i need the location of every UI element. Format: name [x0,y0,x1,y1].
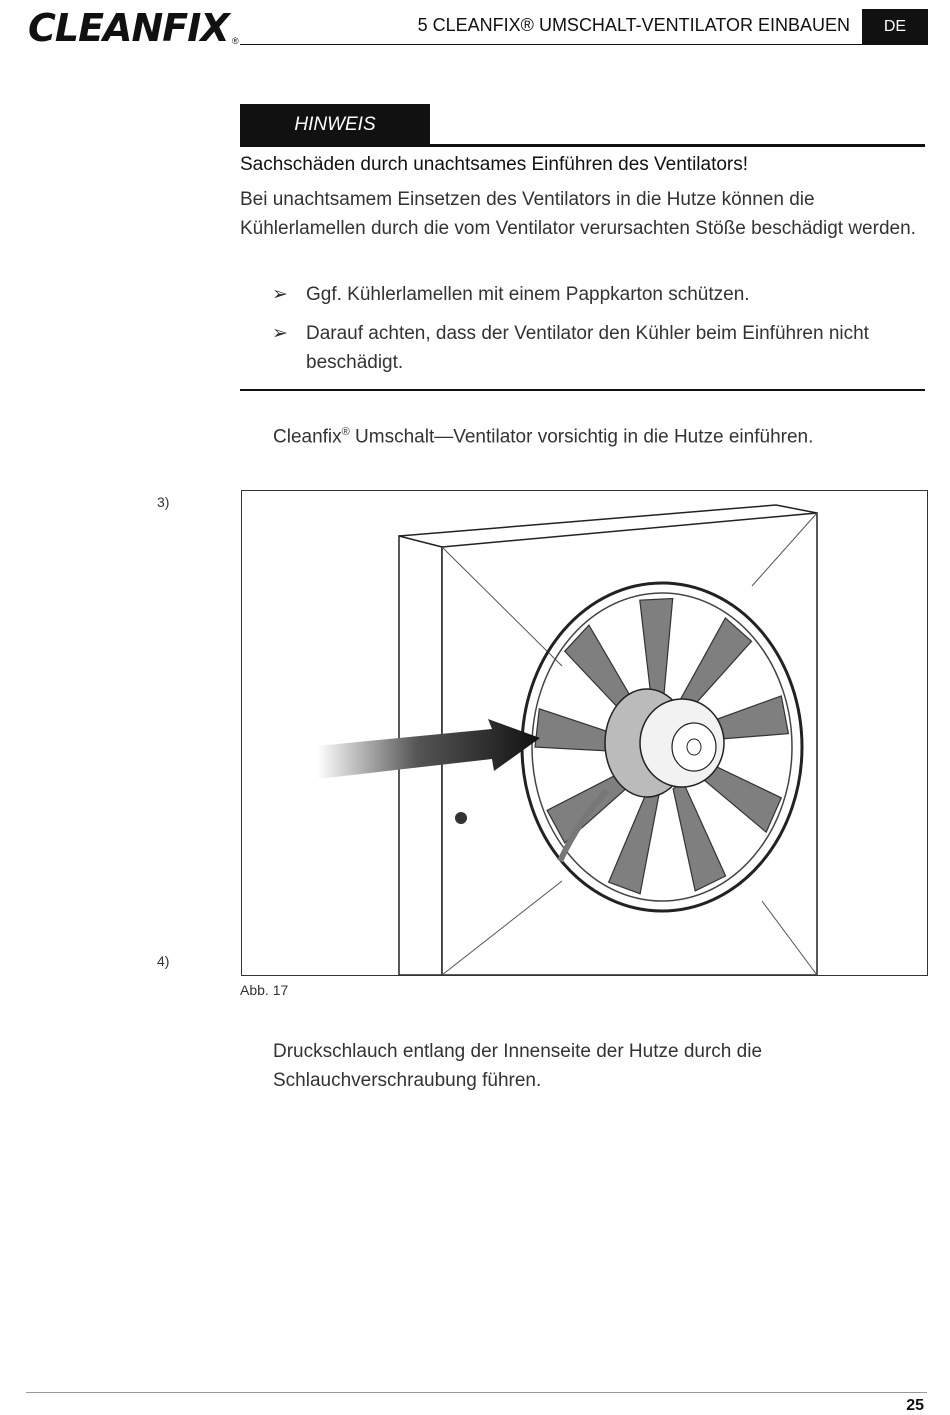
notice-bullet-2: Darauf achten, dass der Ventilator den Kühler beim Einführen nicht beschädigt. [306,323,869,373]
bullet-marker: ➢ [272,284,288,305]
cleanfix-logo: CLEANFIX [28,6,229,50]
notice-text: Bei unachtsamem Einsetzen des Ventilators in die Hutze können die Kühlerlamellen durch die vom Ventilator verursachten Stöße beschädigt werden. [240,189,916,239]
bullet-marker: ➢ [272,323,288,344]
chapter-title: 5 CLEANFIX® UMSCHALT-VENTILATOR EINBAUEN [417,15,850,35]
step-3-text-a: Cleanfix [273,426,342,448]
step-4-number: 4) [157,953,170,969]
footer-rule [26,1392,927,1393]
step-3-text [273,418,873,452]
logo-registered-mark: ® [232,36,239,46]
notice-bottom-rule [240,389,925,391]
notice-label: HINWEIS [240,104,430,146]
figure-caption: Abb. 17 [240,982,289,998]
fan-illustration [241,490,928,976]
page-number: 25 [906,1397,924,1414]
step-4-text: Druckschlauch entlang der Innenseite der Hutze durch die Schlauchverschraubung führen. [273,1041,763,1091]
header-rule [240,44,862,45]
language-badge: DE [862,9,928,45]
bolt [455,812,467,824]
registered-mark: ® [341,426,350,438]
step-3-number: 3) [157,494,170,510]
notice-top-rule [240,144,925,147]
step-3-text-b: Umschalt—Ventilator vorsichtig in die Hutze einführen. [349,426,814,448]
fan-drawing [242,491,927,975]
notice-bullet-1: Ggf. Kühlerlamellen mit einem Pappkarton schützen. [306,284,750,305]
notice-heading: Sachschäden durch unachtsames Einführen des Ventilators! [240,154,749,175]
